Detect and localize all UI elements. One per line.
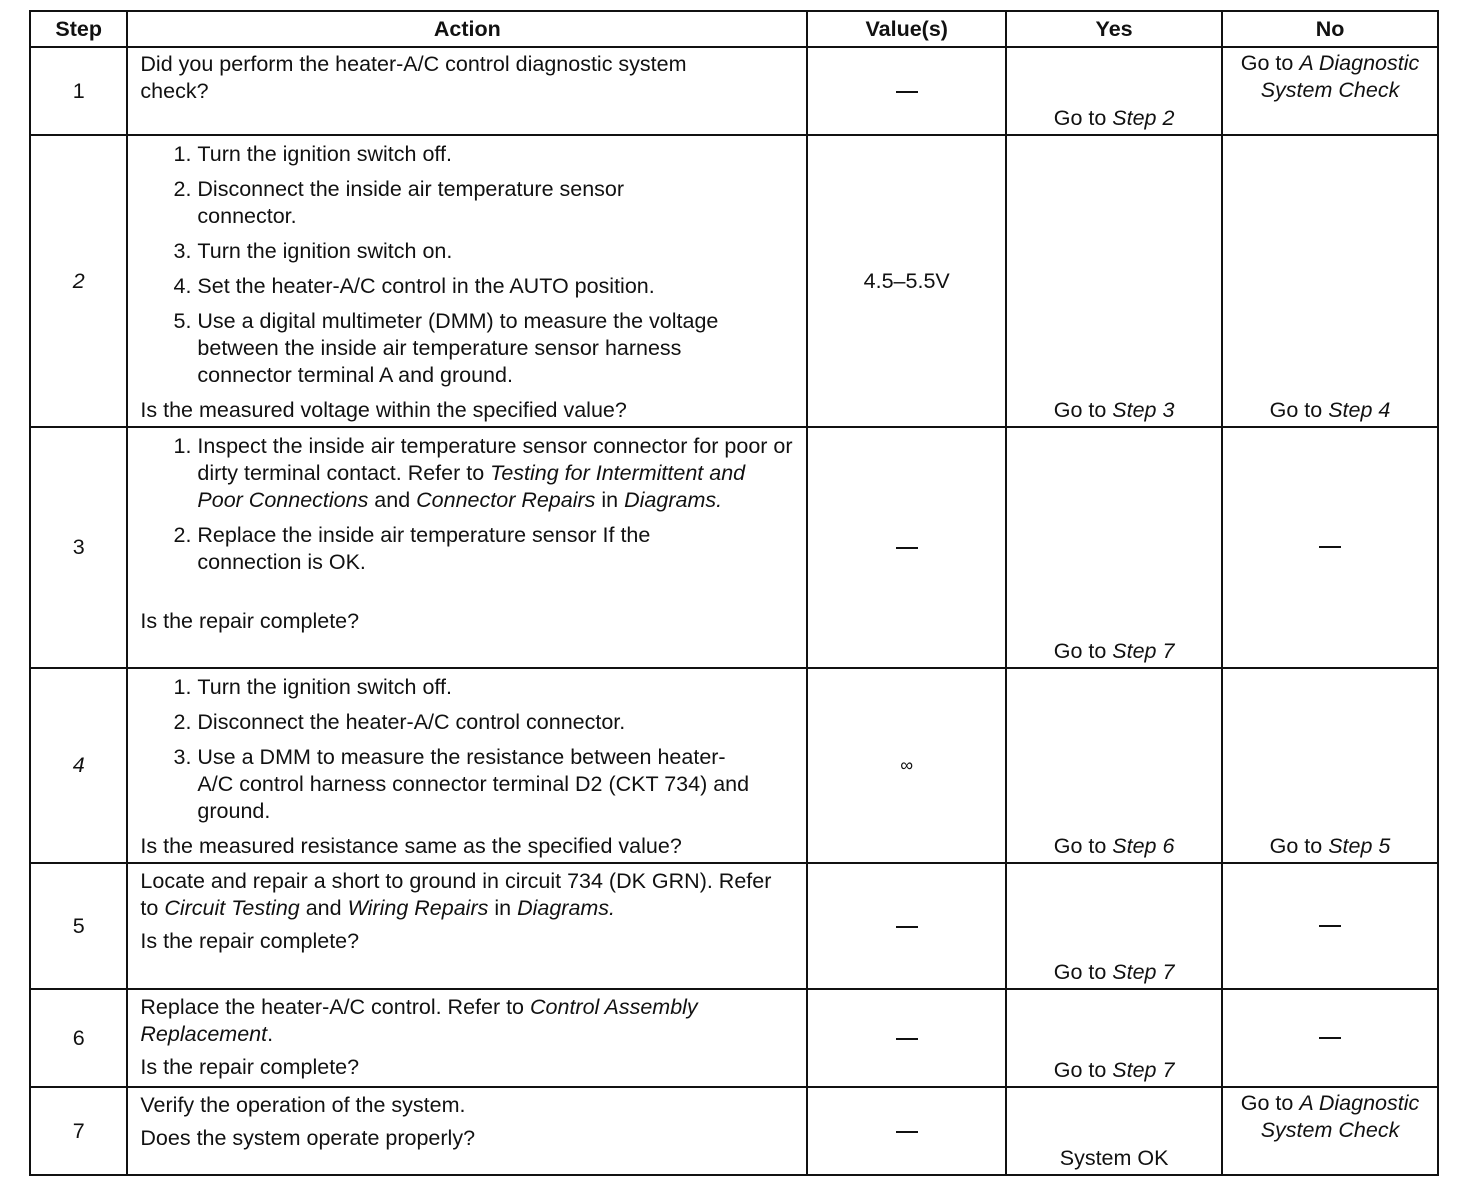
header-yes: Yes	[1006, 11, 1222, 47]
action-text: Did you perform the heater-A/C control diagnostic system check?	[140, 52, 687, 103]
action-cell	[127, 1087, 807, 1175]
action-steps	[140, 674, 794, 825]
empty-value-dash	[896, 91, 918, 93]
yes-cell: Go to Step 2	[1006, 47, 1222, 135]
yes-link[interactable]: Step 3	[1112, 398, 1175, 422]
empty-value-dash	[896, 547, 918, 549]
list-item: 1. Turn the ignition switch off.	[197, 141, 794, 168]
no-cell: Go to Step 4	[1222, 135, 1438, 427]
list-item: 3. Turn the ignition switch on.	[197, 238, 794, 265]
action-cell	[127, 47, 807, 135]
table-row	[30, 1087, 1438, 1175]
no-link[interactable]: A Diagnostic System Check	[1260, 51, 1420, 102]
table-row	[30, 47, 1438, 135]
yes-link[interactable]: Step 2	[1112, 106, 1175, 130]
value-cell	[807, 1087, 1006, 1175]
empty-no-dash	[1319, 925, 1341, 927]
value-cell	[807, 427, 1006, 668]
list-item: 2. Disconnect the heater-A/C control connector.	[197, 709, 794, 736]
table-row	[30, 427, 1438, 668]
action-question: Is the repair complete?	[140, 609, 360, 633]
table-row	[30, 863, 1438, 989]
yes-cell: Go to Step 3	[1006, 135, 1222, 427]
no-cell: Go to A Diagnostic System Check	[1222, 1087, 1438, 1175]
action-text: Replace the heater-A/C control. Refer to Control Assembly Replacement.	[140, 995, 698, 1046]
no-link[interactable]: A Diagnostic System Check	[1260, 1091, 1420, 1142]
no-cell	[1222, 989, 1438, 1087]
action-steps	[140, 141, 794, 389]
value-cell	[807, 47, 1006, 135]
yes-link[interactable]: Step 7	[1112, 1058, 1175, 1082]
yes-link[interactable]: Step 6	[1112, 834, 1175, 858]
action-cell	[127, 989, 807, 1087]
empty-value-dash	[896, 1038, 918, 1040]
empty-no-dash	[1319, 546, 1341, 548]
action-cell	[127, 135, 807, 427]
step-number: 7	[30, 1087, 127, 1175]
step-number: 4	[30, 668, 127, 863]
step-number: 3	[30, 427, 127, 668]
no-cell	[1222, 863, 1438, 989]
header-row	[30, 11, 1438, 47]
list-item: 2. Replace the inside air temperature sensor If the connection is OK.	[197, 522, 737, 576]
list-item: 4. Set the heater-A/C control in the AUTO position.	[197, 273, 794, 300]
header-action: Action	[127, 11, 807, 47]
diagnostic-table	[29, 10, 1439, 1176]
table-row	[30, 668, 1438, 863]
action-question: Is the repair complete?	[140, 1055, 360, 1079]
header-no: No	[1222, 11, 1438, 47]
list-item: 5. Use a digital multimeter (DMM) to measure the voltage between the inside air temperature sensor harness connector terminal A and ground.	[197, 308, 757, 389]
step-number: 6	[30, 989, 127, 1087]
yes-link[interactable]: Step 7	[1112, 960, 1175, 984]
list-item: 1. Turn the ignition switch off.	[197, 674, 794, 701]
step-number: 2	[30, 135, 127, 427]
no-cell	[1222, 427, 1438, 668]
action-cell	[127, 863, 807, 989]
step-number: 5	[30, 863, 127, 989]
action-text: Locate and repair a short to ground in circuit 734 (DK GRN). Refer to Circuit Testing and Wiring Repairs in Diagrams.	[140, 869, 772, 920]
value-cell	[807, 989, 1006, 1087]
step-number: 1	[30, 47, 127, 135]
table-row	[30, 989, 1438, 1087]
yes-cell: Go to Step 6	[1006, 668, 1222, 863]
empty-value-dash	[896, 1131, 918, 1133]
yes-cell: Go to Step 7	[1006, 427, 1222, 668]
no-cell: Go to Step 5	[1222, 668, 1438, 863]
action-question: Is the repair complete?	[140, 929, 360, 953]
action-steps	[140, 433, 794, 576]
table-row	[30, 135, 1438, 427]
yes-link[interactable]: Step 7	[1112, 639, 1175, 663]
action-text: Verify the operation of the system.	[140, 1093, 466, 1117]
empty-value-dash	[896, 926, 918, 928]
yes-cell[interactable]: System OK	[1006, 1087, 1222, 1175]
action-cell	[127, 668, 807, 863]
action-question: Does the system operate properly?	[140, 1126, 476, 1150]
no-link[interactable]: Step 4	[1328, 398, 1391, 422]
no-link[interactable]: Step 5	[1328, 834, 1391, 858]
value-cell: 4.5–5.5V	[807, 135, 1006, 427]
value-cell	[807, 863, 1006, 989]
list-item: 3. Use a DMM to measure the resistance between heater-A/C control harness connector terminal D2 (CKT 734) and ground.	[197, 744, 757, 825]
yes-cell: Go to Step 7	[1006, 989, 1222, 1087]
list-item: 1. Inspect the inside air temperature sensor connector for poor or dirty terminal contact. Refer to Testing for Intermittent and Poor Connections and Connector Repairs in Diagrams.	[197, 433, 794, 514]
header-step: Step	[30, 11, 127, 47]
action-cell	[127, 427, 807, 668]
header-value: Value(s)	[807, 11, 1006, 47]
empty-no-dash	[1319, 1037, 1341, 1039]
list-item: 2. Disconnect the inside air temperature sensor connector.	[197, 176, 717, 230]
yes-cell: Go to Step 7	[1006, 863, 1222, 989]
action-question: Is the measured voltage within the specified value?	[140, 398, 627, 422]
no-cell: Go to A Diagnostic System Check	[1222, 47, 1438, 135]
action-question: Is the measured resistance same as the specified value?	[140, 834, 682, 858]
value-cell: ∞	[807, 668, 1006, 863]
